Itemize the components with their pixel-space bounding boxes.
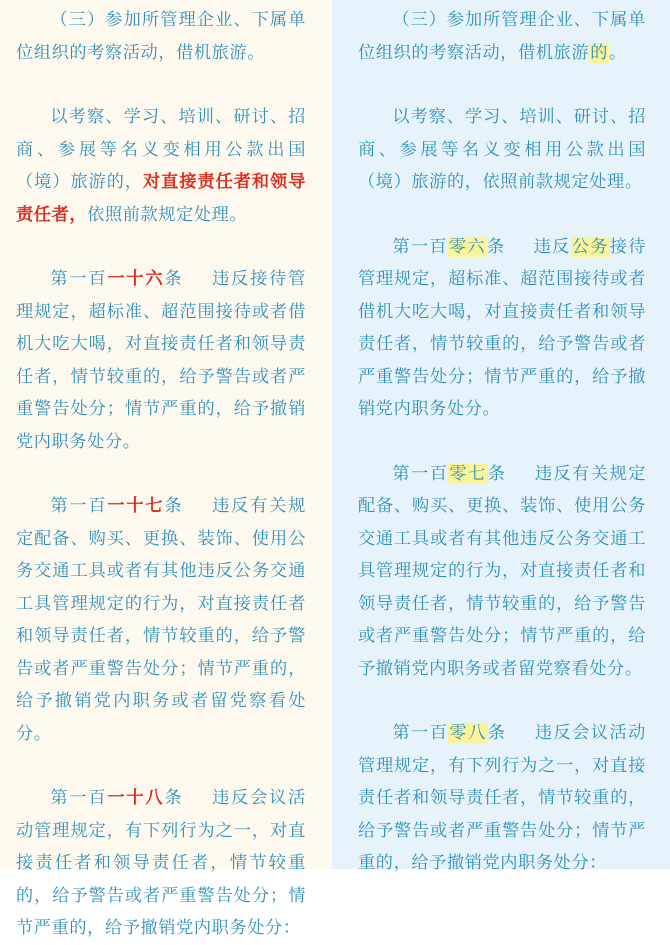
article-116-prefix: 第一百 bbox=[50, 269, 108, 289]
article-118 bbox=[16, 782, 306, 945]
overseas-travel-paragraph bbox=[358, 101, 646, 199]
article-117 bbox=[16, 490, 306, 750]
overseas-travel-text: 以考察、学习、培训、研讨、招商、参展等名义变相用公款出国（境）旅游的，依照前款规定处理。 bbox=[358, 107, 646, 192]
article-116-body: 违反接待管理规定，超标准、超范围接待或者借机大吃大喝，对直接责任者和领导责任者，情节较重的，给予警告或者严重警告处分；情节严重的，给予撤销党内职务处分。 bbox=[16, 269, 306, 452]
article-107-body: 违反有关规定配备、购买、更换、装饰、使用公务交通工具或者有其他违反公务交通工具管理规定的行为，对直接责任者和领导责任者，情节较重的，给予警告或者严重警告处分；情节严重的，给予撤销党内职务或者留党察看处分。 bbox=[358, 463, 646, 679]
article-106-suffix: 条 bbox=[486, 236, 506, 257]
article-117-body: 违反有关规定配备、购买、更换、装饰、使用公务交通工具或者有其他违反公务交通工具管理规定的行为，对直接责任者和领导责任者，情节较重的，给予警告或者严重警告处分；情节严重的，给予撤销党内职务或者留党察看处分。 bbox=[16, 496, 306, 744]
overseas-travel-paragraph bbox=[16, 101, 306, 231]
responsible-party-emphasis: 对直接责任者和领导责任者， bbox=[16, 172, 306, 225]
clause-item-3-end: 。 bbox=[609, 42, 627, 63]
article-108 bbox=[358, 717, 646, 880]
article-106-body: 接待管理规定，超标准、超范围接待或者借机大吃大喝，对直接责任者和领导责任者，情节较重的，给予警告或者严重警告处分；情节严重的，给予撤销党内职务处分。 bbox=[358, 236, 646, 419]
inserted-word-highlight: 的 bbox=[590, 42, 609, 63]
article-118-number: 一十八 bbox=[107, 788, 165, 808]
new-version-column bbox=[332, 0, 670, 873]
article-108-suffix: 条 bbox=[487, 723, 507, 743]
article-106-number: 零六 bbox=[448, 236, 486, 257]
clause-item-3 bbox=[358, 4, 646, 69]
article-116 bbox=[16, 263, 306, 458]
article-118-suffix: 条 bbox=[164, 788, 184, 808]
overseas-travel-text-end: 依照前款规定处理。 bbox=[87, 204, 248, 225]
article-117-suffix: 条 bbox=[164, 496, 184, 516]
article-117-number: 一十七 bbox=[107, 496, 165, 516]
article-108-body: 违反会议活动管理规定，有下列行为之一，对直接责任者和领导责任者，情节较重的，给予警告或者严重警告处分；情节严重的，给予撤销党内职务处分： bbox=[358, 723, 646, 873]
article-116-number: 一十六 bbox=[107, 269, 165, 289]
article-106-prefix: 第一百 bbox=[392, 236, 448, 257]
inserted-word-highlight: 公务 bbox=[571, 236, 609, 257]
overseas-travel-text: 以考察、学习、培训、研讨、招商、参展等名义变相用公款出国（境）旅游的， bbox=[16, 107, 306, 192]
article-106-body-start: 违反 bbox=[532, 236, 571, 257]
article-118-body: 违反会议活动管理规定，有下列行为之一，对直接责任者和领导责任者，情节较重的，给予警告或者严重警告处分；情节严重的，给予撤销党内职务处分： bbox=[16, 788, 306, 938]
article-117-prefix: 第一百 bbox=[50, 496, 108, 516]
article-107-prefix: 第一百 bbox=[392, 463, 449, 484]
article-107 bbox=[358, 458, 646, 686]
old-version-column bbox=[0, 0, 332, 938]
clause-item-3 bbox=[16, 4, 306, 69]
article-107-number: 零七 bbox=[449, 463, 487, 484]
article-118-prefix: 第一百 bbox=[50, 788, 108, 808]
article-106 bbox=[358, 231, 646, 426]
clause-item-3-text: （三）参加所管理企业、下属单位组织的考察活动，借机旅游 bbox=[358, 10, 646, 63]
article-107-suffix: 条 bbox=[487, 463, 507, 484]
clause-item-3-text: （三）参加所管理企业、下属单位组织的考察活动，借机旅游。 bbox=[16, 10, 306, 63]
article-108-prefix: 第一百 bbox=[392, 723, 449, 743]
article-108-number: 零八 bbox=[449, 723, 487, 743]
article-116-suffix: 条 bbox=[164, 269, 184, 289]
